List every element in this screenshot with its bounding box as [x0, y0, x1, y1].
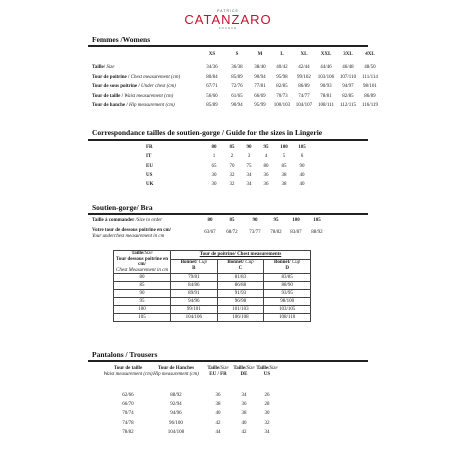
order-size-value: 80 — [207, 218, 213, 223]
underchest-value: 63/67 — [204, 230, 216, 235]
cup-table-cell: 96/98 — [217, 298, 264, 306]
cup-table-cell: 105 — [114, 314, 171, 322]
women-cell: 90/94 — [254, 74, 266, 80]
corr-cell: 34 — [246, 182, 252, 188]
trousers-cell: 34 — [264, 429, 270, 435]
women-cell: 44/46 — [320, 65, 332, 70]
order-size-value: 85 — [229, 218, 235, 223]
order-size-value: 105 — [313, 218, 321, 223]
trousers-cell: 96/100 — [169, 420, 183, 426]
corr-cell: 85 — [229, 145, 235, 150]
order-size-value: 90 — [252, 218, 258, 223]
header-text-en: Hip measurement (cm) — [153, 372, 199, 377]
header-text: Tour de Hanches — [157, 366, 195, 371]
women-cell: 78/81 — [320, 93, 332, 99]
cup-table-cell: 98/100 — [264, 298, 311, 306]
corr-cell: 70 — [229, 163, 235, 169]
label-en: Hip measurement (cm) — [127, 103, 175, 108]
women-cell: 90/93 — [320, 84, 332, 89]
brand-top: PATRICE — [217, 9, 239, 13]
cup-table-cell: 101/103 — [217, 306, 264, 314]
label-en: Chest measurement (cm) — [129, 74, 181, 80]
cup-label-en: Cup — [197, 260, 207, 266]
women-cell: 94/97 — [342, 84, 354, 89]
trousers-cell: 34 — [241, 393, 247, 398]
corr-cell: 32 — [229, 182, 235, 188]
women-cell: 100/103 — [273, 103, 291, 108]
women-cell: 104/107 — [295, 103, 313, 108]
section-rule — [88, 139, 368, 141]
size-header-1: S — [235, 52, 239, 57]
header-size-system: US — [263, 372, 271, 377]
cup-table-cell: 85 — [114, 282, 171, 290]
underchest-label: Votre tour de dessous poitrine en cm/ — [92, 228, 172, 233]
header-size-underchest: Taille/Size Tour dessous poitrine en cm/ Chest Measurement in cm — [114, 251, 171, 274]
underchest-label-en: Your underchest measurement in cm — [92, 234, 165, 239]
corr-cell: 2 — [230, 154, 234, 160]
header-text: Taille/ — [256, 366, 270, 371]
trousers-cell: 38 — [215, 402, 221, 408]
trousers-cell: 32 — [264, 420, 270, 426]
size-header-7: 4XL — [365, 52, 375, 57]
women-cell: 74/77 — [298, 93, 310, 99]
corr-label-eu: EU — [146, 163, 153, 169]
label-en: Size — [105, 65, 115, 70]
section-rule — [88, 213, 368, 215]
corr-cell: 40 — [299, 182, 305, 188]
section-title-women: Femmes /Womens — [92, 35, 151, 44]
corr-cell: 36 — [263, 172, 269, 178]
corr-label-us: US — [146, 172, 153, 178]
trousers-cell: 62/66 — [122, 393, 134, 398]
underchest-value: 68/72 — [226, 230, 238, 235]
women-cell: 34/36 — [206, 65, 218, 70]
women-cell: 95/98 — [276, 74, 288, 80]
label-en: Under chest (cm) — [139, 84, 176, 89]
underchest-value: 73/77 — [249, 230, 261, 235]
cup-table-body — [114, 274, 311, 322]
trousers-cell: 92/94 — [170, 402, 182, 408]
trousers-header-4 — [241, 366, 293, 378]
cup-table-cell: 108/110 — [264, 314, 311, 322]
brand-sub: FRANCE — [218, 26, 238, 30]
women-cell: 85/89 — [206, 103, 218, 108]
corr-label-fr: FR — [146, 145, 153, 150]
brand-logo: CATANZARO — [184, 12, 272, 27]
header-text: Tour de taille — [113, 366, 143, 371]
women-cell: 82/85 — [276, 84, 288, 89]
women-cell: 46/48 — [342, 65, 354, 70]
cup-label-en: Cup — [244, 260, 254, 266]
header-text-en: Size — [246, 366, 255, 371]
cup-table-cell: 80 — [114, 274, 171, 282]
cup-table-row — [114, 274, 311, 282]
cup-table-cell: 89/91 — [171, 290, 218, 298]
cup-table-cell: 95 — [114, 298, 171, 306]
trousers-cell: 30 — [264, 411, 270, 417]
section-rule — [88, 45, 368, 47]
women-cell: 103/106 — [317, 74, 335, 80]
cup-table-cell: 104/106 — [171, 314, 218, 322]
corr-label-uk: UK — [146, 182, 154, 188]
women-cell: 48/50 — [364, 65, 376, 70]
corr-cell: 6 — [300, 154, 304, 160]
size-header-5: XXL — [320, 52, 332, 57]
cup-table-cell: 83/85 — [264, 274, 311, 282]
corr-cell: 38 — [281, 182, 287, 188]
corr-cell: 90 — [299, 163, 305, 169]
row-label-women-4 — [92, 102, 175, 109]
corr-cell: 75 — [246, 163, 252, 169]
cup-table-row — [114, 290, 311, 298]
underchest-value: 83/87 — [290, 230, 302, 235]
header-text-en: Size — [220, 366, 229, 371]
trousers-cell: 78/82 — [122, 429, 134, 435]
header-text-en: Waist measurement (cm) — [103, 372, 153, 377]
trousers-cell: 36 — [241, 402, 247, 408]
women-cell: 38/40 — [254, 65, 266, 70]
cup-table-cell: 94/96 — [171, 298, 218, 306]
trousers-cell: 42 — [215, 420, 221, 426]
women-cell: 72/76 — [231, 84, 243, 89]
cup-header-d — [264, 259, 311, 273]
bra-cup-table — [113, 250, 311, 322]
women-cell: 85/89 — [231, 74, 243, 80]
cup-table-cell: 88/90 — [264, 282, 311, 290]
label-fr: Tour de hanche / — [92, 103, 128, 108]
label-fr: Tour de taille / — [92, 93, 123, 99]
corr-cell: 38 — [281, 172, 287, 178]
women-cell: 77/81 — [254, 84, 266, 89]
women-cell: 70/73 — [276, 93, 288, 99]
order-size-label: Taille à commander /Size to order — [92, 218, 163, 223]
trousers-cell: 40 — [241, 420, 247, 426]
corr-cell: 5 — [282, 154, 286, 160]
section-title-bra-correspondence: Correspondance tailles de soutien-gorge / Guide for the sizes in Lingerie — [92, 128, 323, 137]
header-text: Taille/ — [207, 366, 221, 371]
trousers-cell: 104/108 — [167, 429, 185, 435]
trousers-cell: 40 — [215, 411, 221, 417]
women-cell: 67/71 — [206, 84, 218, 89]
header-text: Taille/ — [233, 366, 247, 371]
corr-cell: 65 — [211, 163, 217, 169]
row-label-women-1 — [92, 74, 180, 81]
cup-letter: D — [285, 266, 289, 272]
women-cell: 56/60 — [206, 93, 218, 99]
women-cell: 80/84 — [206, 74, 218, 80]
women-cell: 66/69 — [254, 93, 266, 99]
women-cell: 36/38 — [231, 65, 243, 70]
trousers-cell: 36 — [215, 393, 221, 398]
header-chest-measurements: Tour de poitrine/ Chest measurements — [171, 251, 311, 260]
size-header-4: XL — [300, 52, 308, 57]
cup-table-row — [114, 298, 311, 306]
women-cell: 61/65 — [231, 93, 243, 99]
trousers-cell: 26 — [264, 393, 270, 398]
trousers-header-0 — [102, 366, 154, 378]
row-label-women-0 — [92, 64, 114, 71]
cup-letter: C — [238, 266, 243, 272]
row-label-women-3 — [92, 93, 173, 100]
cup-table-cell: 90 — [114, 290, 171, 298]
women-cell: 42/44 — [298, 65, 310, 70]
cup-label: Bonnet/ — [227, 260, 245, 266]
size-header-3: L — [280, 52, 284, 57]
corr-cell: 85 — [281, 163, 287, 169]
corr-cell: 34 — [246, 172, 252, 178]
cup-header-c — [217, 259, 264, 273]
trousers-cell: 38 — [241, 411, 247, 417]
row-label-women-2 — [92, 83, 176, 90]
women-cell: 86/89 — [364, 93, 376, 99]
corr-cell: 3 — [247, 154, 251, 160]
trousers-cell: 28 — [264, 402, 270, 408]
underchest-value: 78/82 — [270, 230, 282, 235]
label-fr: Tour de poitrine / — [92, 74, 130, 80]
women-cell: 111/114 — [362, 74, 378, 80]
cup-table-row — [114, 306, 311, 314]
women-cell: 82/85 — [342, 93, 354, 99]
women-cell: 108/111 — [317, 103, 335, 108]
cup-table-cell: 99/101 — [171, 306, 218, 314]
cup-table-cell: 100 — [114, 306, 171, 314]
corr-cell: 4 — [264, 154, 268, 160]
trousers-cell: 88/92 — [170, 393, 182, 398]
corr-cell: 80 — [263, 163, 269, 169]
corr-cell: 1 — [212, 154, 216, 160]
corr-cell: 90 — [246, 145, 252, 150]
trousers-cell: 70/74 — [122, 411, 134, 417]
cup-header-b — [171, 259, 218, 273]
trousers-cell: 42 — [241, 429, 247, 435]
section-title-trousers: Pantalons / Trousers — [92, 350, 158, 359]
women-cell: 99/102 — [297, 74, 311, 80]
cup-letter: B — [192, 266, 196, 272]
corr-cell: 30 — [211, 182, 217, 188]
label-fr: Tour de sous poitrine / — [92, 84, 140, 89]
corr-cell: 100 — [280, 145, 288, 150]
order-size-value: 95 — [273, 218, 279, 223]
label-fr: Taille/ — [92, 65, 106, 70]
cup-table-cell: 86/88 — [217, 282, 264, 290]
cup-table-row — [114, 282, 311, 290]
corr-label-it: IT — [146, 154, 152, 160]
header-size-system: DE — [240, 372, 248, 377]
size-header-2: M — [257, 52, 263, 57]
cup-label: Bonnet/ — [274, 260, 291, 266]
corr-cell: 40 — [299, 172, 305, 178]
order-size-value: 100 — [292, 218, 300, 223]
trousers-cell: 94/96 — [170, 411, 182, 417]
cup-table-cell: 79/81 — [171, 274, 218, 282]
cup-table-cell: 84/86 — [171, 282, 218, 290]
trousers-cell: 44 — [215, 429, 221, 435]
cup-label: Bonnet/ — [180, 260, 198, 266]
women-cell: 116/119 — [361, 103, 379, 108]
cup-table-row — [114, 314, 311, 322]
corr-cell: 80 — [211, 145, 217, 150]
section-rule — [88, 360, 368, 362]
cup-table-cell: 93/95 — [264, 290, 311, 298]
trousers-cell: 74/78 — [122, 420, 134, 426]
corr-cell: 105 — [298, 145, 306, 150]
section-title-bra: Soutien-gorge/ Bra — [92, 203, 153, 212]
label-en: Waist measurement (cm) — [122, 93, 174, 99]
size-header-0: XS — [208, 52, 216, 57]
women-cell: 95/99 — [254, 103, 266, 108]
women-cell: 90/94 — [231, 103, 243, 108]
header-text-en: Size — [269, 366, 278, 371]
trousers-cell: 66/70 — [122, 402, 134, 408]
cup-table-cell: 103/105 — [264, 306, 311, 314]
corr-cell: 30 — [211, 172, 217, 178]
cup-table-cell: 106/108 — [217, 314, 264, 322]
header-size-system: EU / FR — [209, 372, 227, 377]
underchest-value: 88/92 — [311, 230, 323, 235]
size-header-6: 3XL — [343, 52, 353, 57]
cup-label-en: Cup — [290, 260, 301, 266]
women-cell: 112/115 — [339, 103, 357, 108]
corr-cell: 32 — [229, 172, 235, 178]
cup-table-cell: 91/93 — [217, 290, 264, 298]
corr-cell: 36 — [263, 182, 269, 188]
cup-table-cell: 81/83 — [217, 274, 264, 282]
women-cell: 107/110 — [339, 74, 357, 80]
women-cell: 86/89 — [298, 84, 310, 89]
women-cell: 40/42 — [276, 65, 288, 70]
corr-cell: 95 — [263, 145, 269, 150]
women-cell: 98/101 — [363, 84, 377, 89]
